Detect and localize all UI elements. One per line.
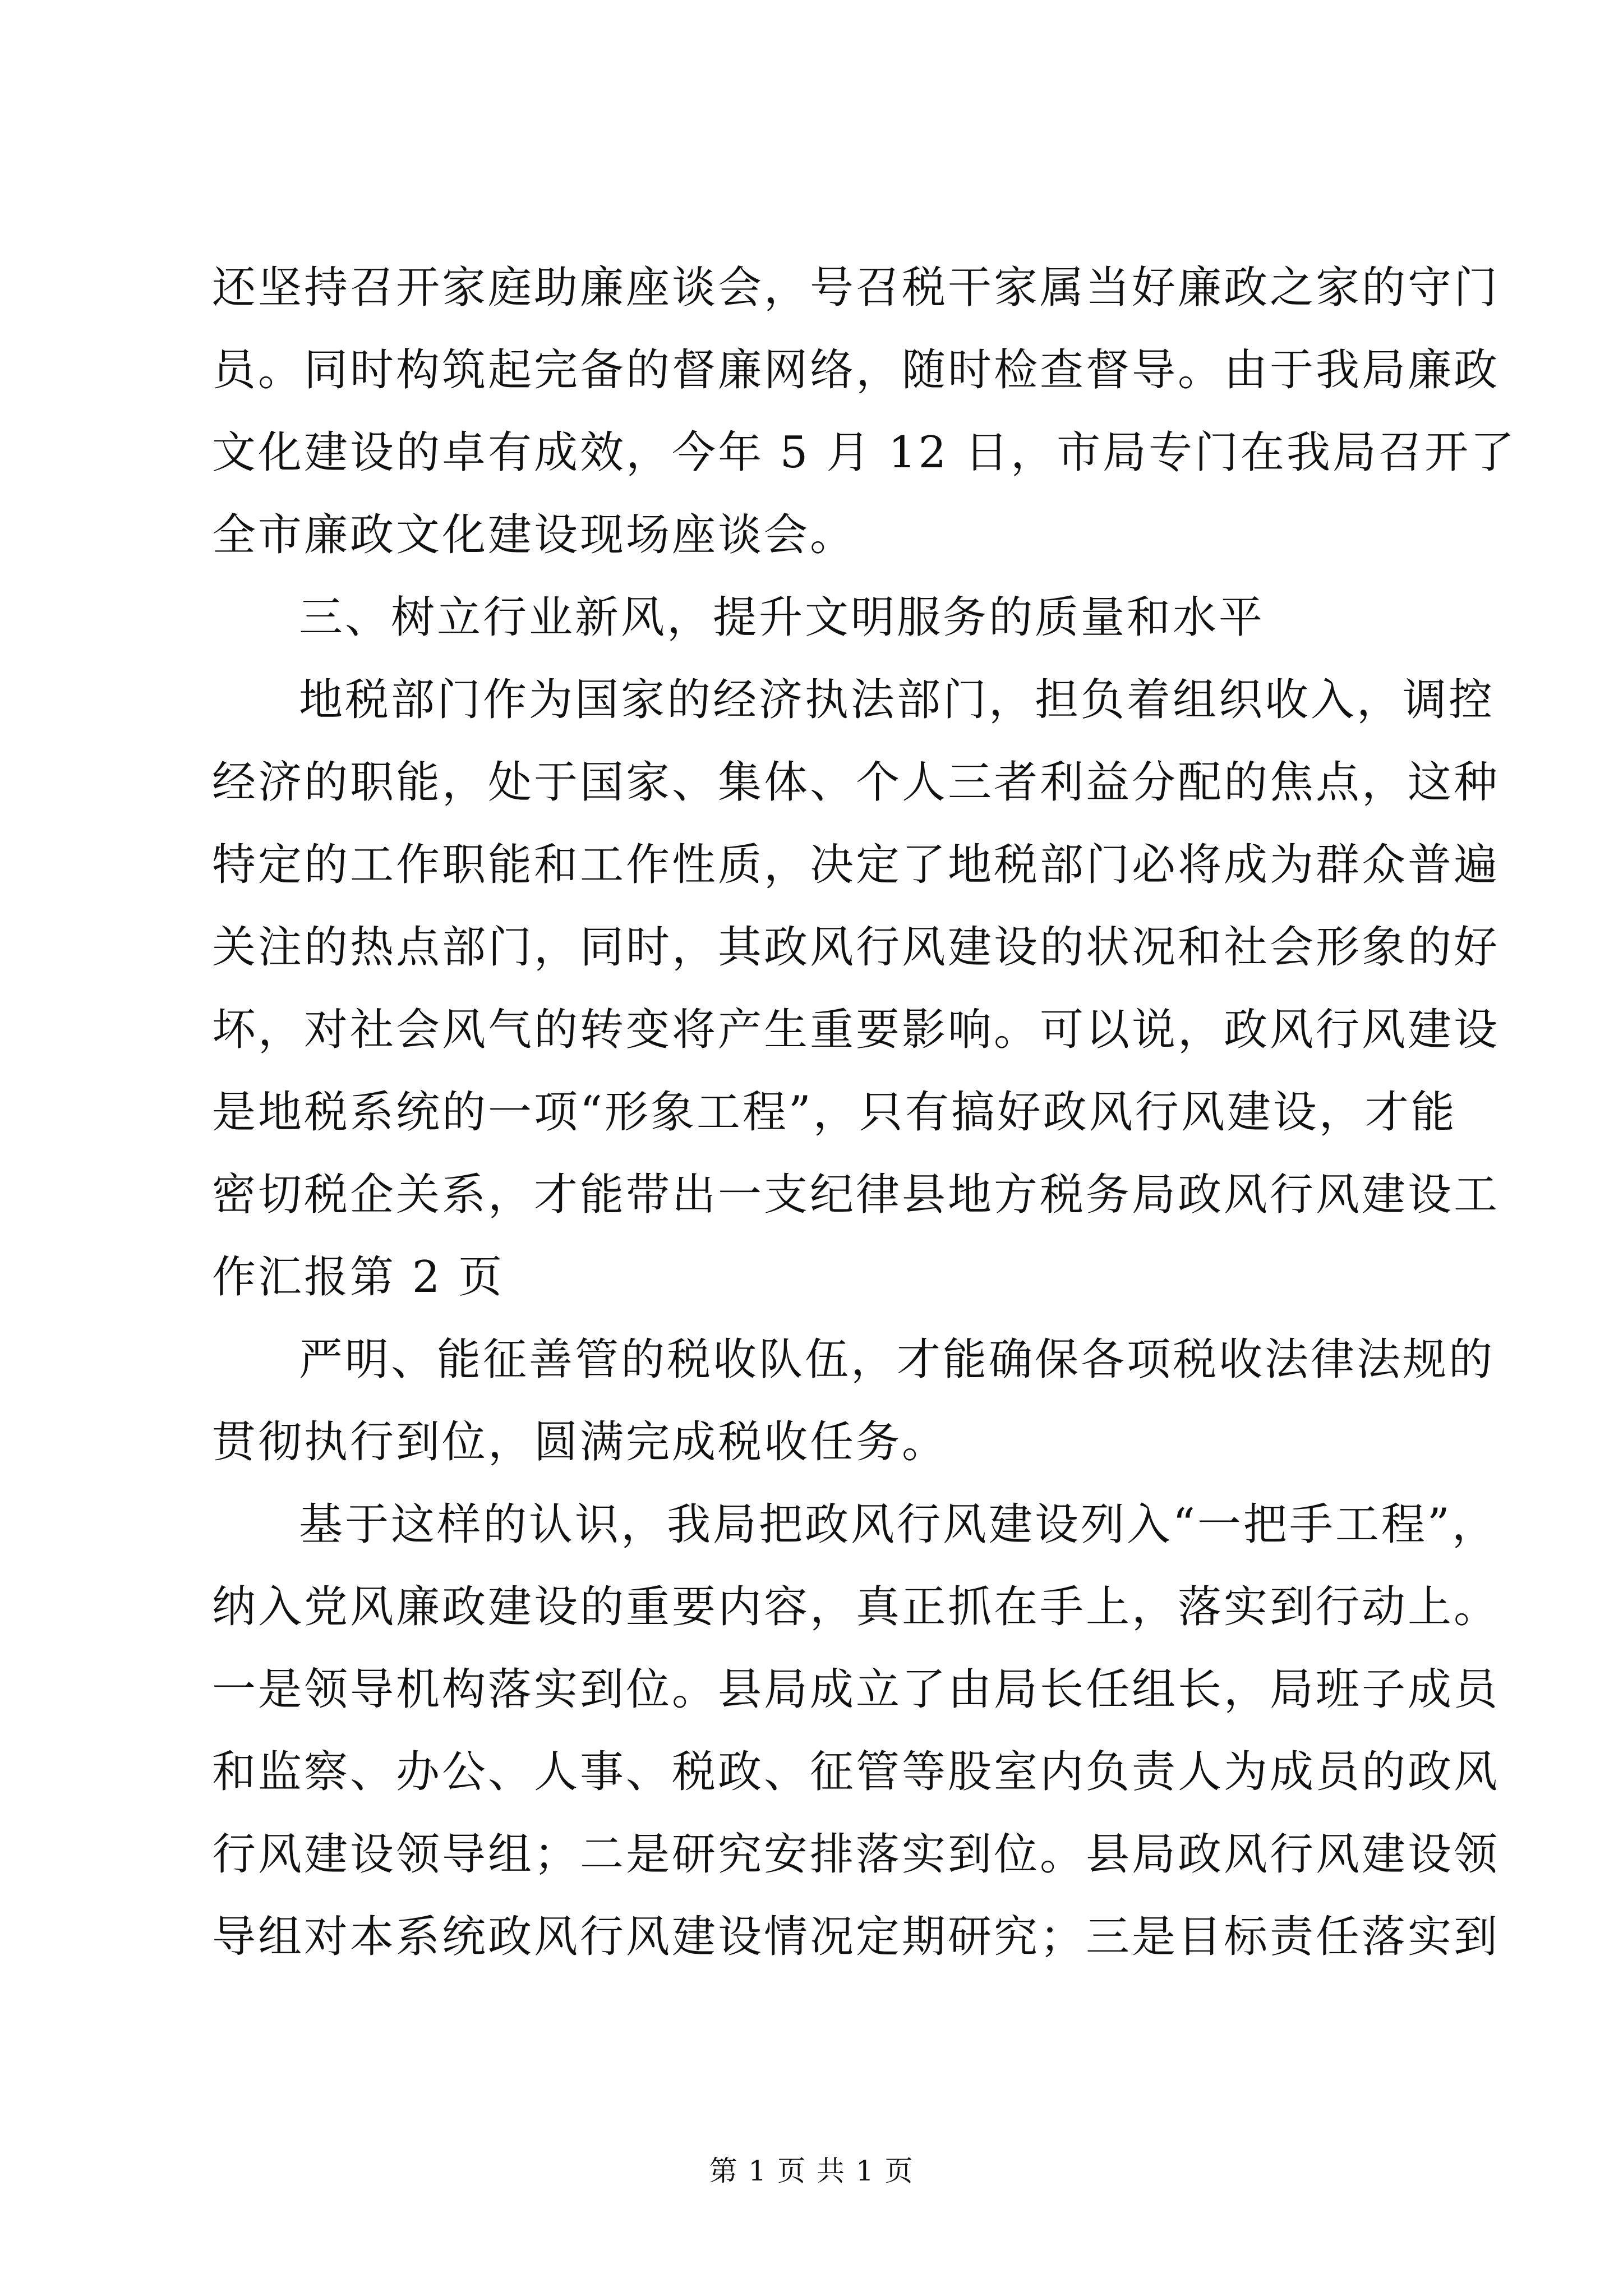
text-line: 地税部门作为国家的经济执法部门，担负着组织收入，调控 <box>299 675 1495 725</box>
page-footer: 第 1 页 共 1 页 <box>709 2155 914 2187</box>
text-line: 行风建设领导组；二是研究安排落实到位。县局政风行风建设领 <box>212 1829 1500 1880</box>
body-text <box>212 247 1517 1978</box>
text-line: 导组对本系统政风行风建设情况定期研究；三是目标责任落实到 <box>212 1912 1500 1962</box>
text-line: 密切税企关系，才能带出一支纪律县地方税务局政风行风建设工 <box>212 1170 1500 1220</box>
text-line: 员。同时构筑起完备的督廉网络，随时检查督导。由于我局廉政 <box>212 345 1500 395</box>
text-line: 关注的热点部门，同时，其政风行风建设的状况和社会形象的好 <box>212 922 1500 973</box>
text-line: 基于这样的认识，我局把政风行风建设列入“一把手工程”， <box>299 1499 1498 1550</box>
text-line: 纳入党风廉政建设的重要内容，真正抓在手上，落实到行动上。 <box>212 1582 1500 1632</box>
text-line: 还坚持召开家庭助廉座谈会，号召税干家属当好廉政之家的守门 <box>212 263 1500 313</box>
text-line: 作汇报第 2 页 <box>212 1252 505 1303</box>
text-line: 坏，对社会风气的转变将产生重要影响。可以说，政风行风建设 <box>212 1005 1500 1055</box>
text-line: 是地税系统的一项“形象工程”，只有搞好政风行风建设，才能 <box>212 1087 1457 1138</box>
text-line: 和监察、办公、人事、税政、征管等股室内负责人为成员的政风 <box>212 1747 1500 1797</box>
text-line: 经济的职能，处于国家、集体、个人三者利益分配的焦点，这种 <box>212 757 1500 808</box>
text-line: 贯彻执行到位，圆满完成税收任务。 <box>212 1417 948 1467</box>
text-line: 特定的工作职能和工作性质，决定了地税部门必将成为群众普遍 <box>212 840 1500 890</box>
section-heading: 三、树立行业新风，提升文明服务的质量和水平 <box>299 592 1265 643</box>
text-line: 全市廉政文化建设现场座谈会。 <box>212 510 856 560</box>
text-line: 文化建设的卓有成效，今年 5 月 12 日，市局专门在我局召开了 <box>212 427 1517 478</box>
text-line: 一是领导机构落实到位。县局成立了由局长任组长，局班子成员 <box>212 1664 1500 1715</box>
text-line: 严明、能征善管的税收队伍，才能确保各项税收法律法规的 <box>299 1335 1495 1385</box>
